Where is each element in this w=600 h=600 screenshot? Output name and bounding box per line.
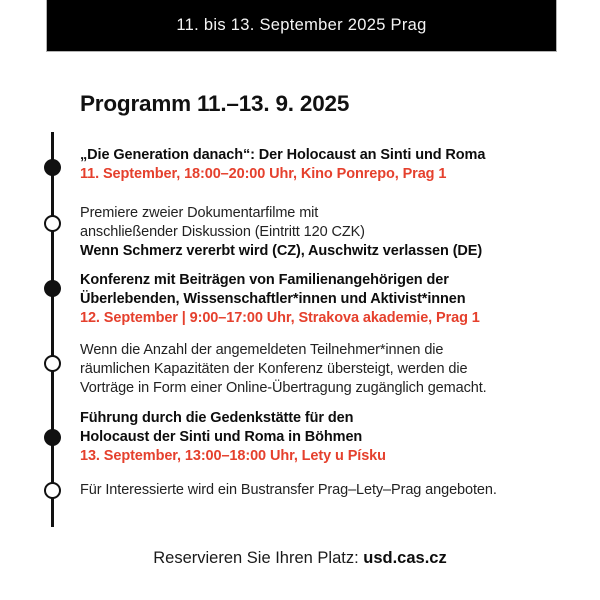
timeline-filled-dot-icon <box>44 429 61 446</box>
reservation-label: Reservieren Sie Ihren Platz: <box>153 549 364 567</box>
event-item <box>80 341 550 398</box>
timeline-open-dot-icon <box>44 482 61 499</box>
timeline-open-dot-icon <box>44 355 61 372</box>
timeline-filled-dot-icon <box>44 280 61 297</box>
event-description-line: Premiere zweier Dokumentarfilme mit <box>80 205 319 221</box>
event-item <box>80 271 550 328</box>
timeline-filled-dot-icon <box>44 159 61 176</box>
event-title-line: Wenn Schmerz vererbt wird (CZ), Auschwitz verlassen (DE) <box>80 243 483 259</box>
event-title-line: Überlebenden, Wissenschaftler*innen und Aktivist*innen <box>80 291 466 307</box>
reservation-note <box>0 549 600 568</box>
banner-text: 11. bis 13. September 2025 Prag <box>176 16 427 34</box>
event-item <box>80 481 550 500</box>
event-description-line: anschließender Diskussion (Eintritt 120 CZK) <box>80 224 365 240</box>
event-description-line: Für Interessierte wird ein Bustransfer Prag–Lety–Prag angeboten. <box>80 482 497 498</box>
page-title: Programm 11.–13. 9. 2025 <box>80 91 350 116</box>
event-datetime-location: 11. September, 18:00–20:00 Uhr, Kino Ponrepo, Prag 1 <box>80 166 447 182</box>
reservation-url: usd.cas.cz <box>363 549 447 567</box>
event-item <box>80 146 550 184</box>
event-title-line: Führung durch die Gedenkstätte für den <box>80 410 354 426</box>
date-location-banner <box>46 0 557 52</box>
timeline-line <box>51 132 54 527</box>
event-title-line: „Die Generation danach“: Der Holocaust an Sinti und Roma <box>80 147 486 163</box>
event-description-line: Vorträge in Form einer Online-Übertragung zugänglich gemacht. <box>80 380 487 396</box>
event-title-line: Holocaust der Sinti und Roma in Böhmen <box>80 429 363 445</box>
event-item <box>80 409 550 466</box>
event-description-line: räumlichen Kapazitäten der Konferenz übersteigt, werden die <box>80 361 468 377</box>
timeline-open-dot-icon <box>44 215 61 232</box>
event-title-line: Konferenz mit Beiträgen von Familienangehörigen der <box>80 272 449 288</box>
event-datetime-location: 12. September | 9:00–17:00 Uhr, Strakova akademie, Prag 1 <box>80 310 480 326</box>
event-description-line: Wenn die Anzahl der angemeldeten Teilnehmer*innen die <box>80 342 444 358</box>
event-item <box>80 204 550 261</box>
event-datetime-location: 13. September, 13:00–18:00 Uhr, Lety u Písku <box>80 448 386 464</box>
